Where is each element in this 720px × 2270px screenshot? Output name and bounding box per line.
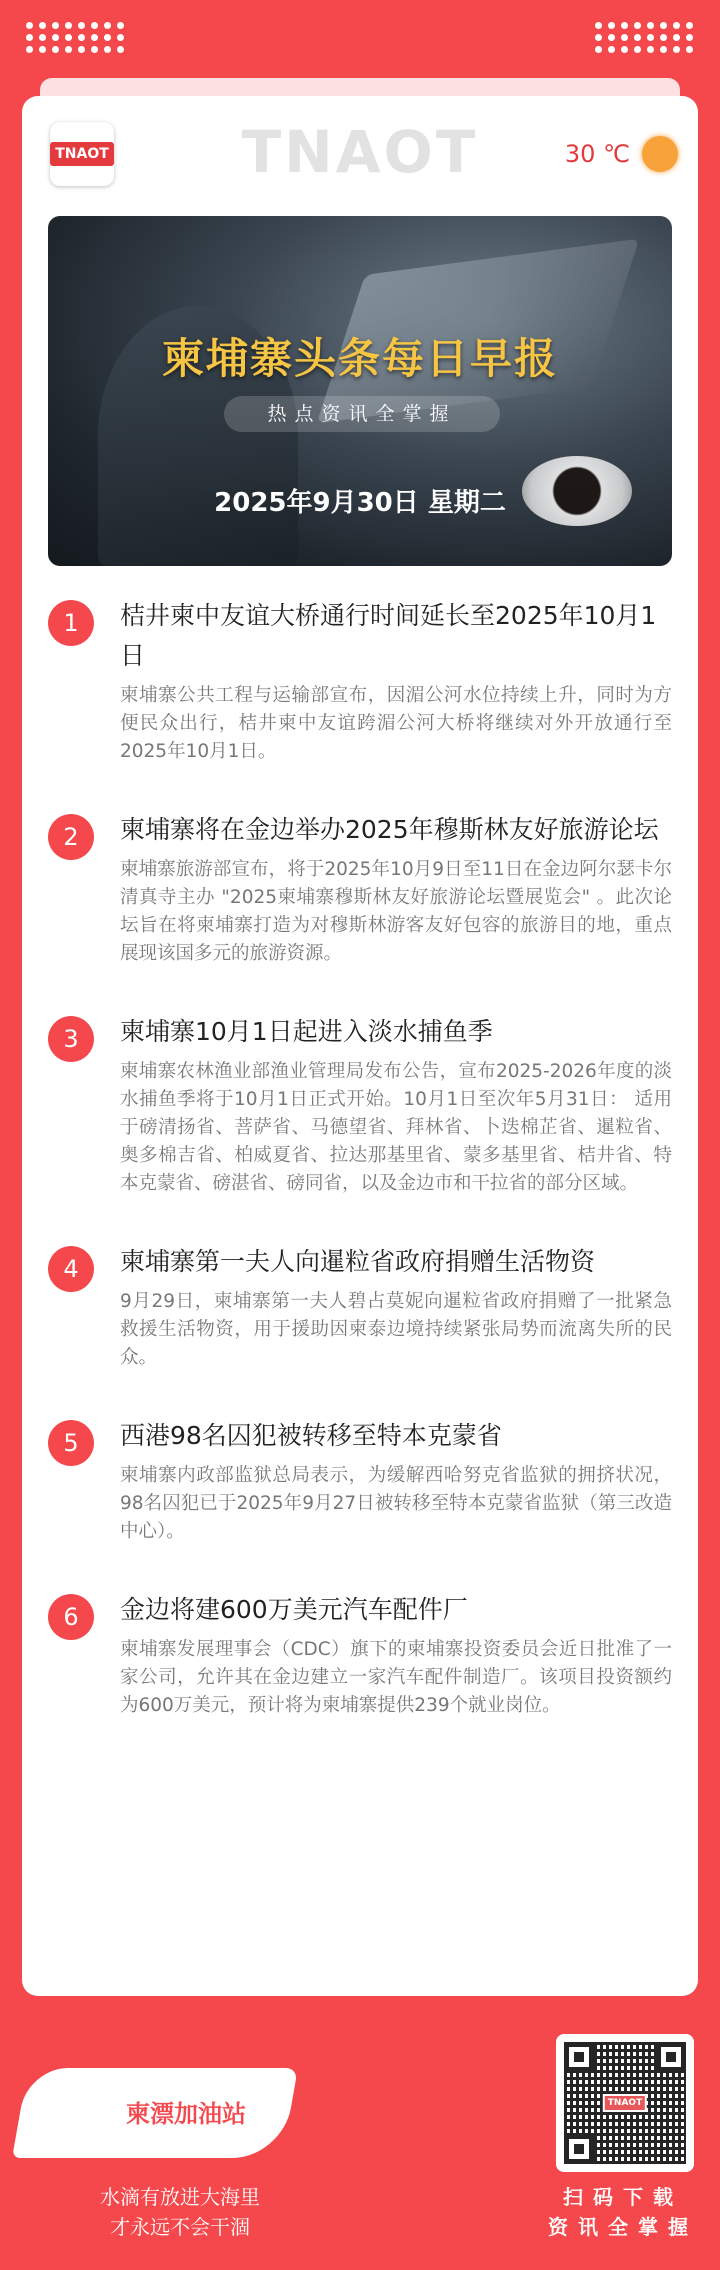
dot — [65, 22, 72, 29]
dot — [608, 22, 615, 29]
dot — [104, 46, 111, 53]
news-body: 柬埔寨农林渔业部渔业管理局发布公告，宣布2025-2026年度的淡水捕鱼季将于10月1日正式开始。10月1日至次年5月31日： 适用于磅清扬省、菩萨省、马德望省、拜林省、卜迭棉芷省、暹粒省、奥多棉吉省、柏威夏省、拉达那基里省、蒙多基里省、桔井省、特本克蒙省、磅湛省、磅同省，以及金边市和干拉省的部分区域。 — [120, 1061, 672, 1194]
scan-line-1: 扫码下载 — [563, 2185, 683, 2209]
dot — [39, 22, 46, 29]
dot — [660, 46, 667, 53]
qr-code-pattern — [564, 2042, 686, 2164]
scan-caption — [548, 2182, 698, 2242]
dot — [621, 22, 628, 29]
hero-banner — [48, 216, 672, 566]
dot — [104, 22, 111, 29]
dot — [647, 22, 654, 29]
qr-logo-text: TNAOT — [605, 2096, 645, 2110]
slogan-line-1: 水滴有放进大海里 — [100, 2185, 260, 2209]
qr-finder-top-left — [564, 2042, 594, 2072]
dot — [39, 46, 46, 53]
news-body: 柬埔寨发展理事会（CDC）旗下的柬埔寨投资委员会近日批准了一家公司，允许其在金边建立一家汽车配件制造厂。该项目投资额约为600万美元，预计将为柬埔寨提供239个就业岗位。 — [120, 1639, 672, 1716]
dot — [608, 34, 615, 41]
dot — [660, 34, 667, 41]
qr-finder-bottom-left — [564, 2134, 594, 2164]
dot — [91, 46, 98, 53]
news-item[interactable] — [48, 810, 672, 968]
dot — [39, 34, 46, 41]
slogan — [60, 2182, 300, 2242]
dot — [52, 22, 59, 29]
decorative-dots-right — [595, 22, 694, 53]
dot — [686, 34, 693, 41]
logo-badge: TNAOT — [50, 142, 114, 166]
dot — [647, 46, 654, 53]
news-body: 9月29日，柬埔寨第一夫人碧占莫妮向暹粒省政府捐赠了一批紧急救援生活物资，用于援助因柬泰边境持续紧张局势而流离失所的民众。 — [120, 1291, 672, 1368]
dot — [26, 22, 33, 29]
dot — [117, 22, 124, 29]
news-number-badge: 1 — [48, 600, 94, 646]
dot — [673, 22, 680, 29]
dot — [65, 34, 72, 41]
temperature: 30 ℃ — [564, 140, 630, 168]
slogan-line-2: 才永远不会干涸 — [110, 2215, 250, 2239]
station-label: 柬漂加油站 — [126, 2100, 246, 2128]
dot — [608, 46, 615, 53]
dot — [634, 46, 641, 53]
dot — [634, 22, 641, 29]
dot — [78, 34, 85, 41]
hero-date: 2025年9月30日 星期二 — [214, 488, 506, 518]
news-body: 柬埔寨旅游部宣布，将于2025年10月9日至11日在金边阿尔瑟卡尔清真寺主办 "2025柬埔寨穆斯林友好旅游论坛暨展览会" 。此次论坛旨在将柬埔寨打造为对穆斯林游客友好包容的旅游目的地，重点展现该国多元的旅游资源。 — [120, 859, 672, 964]
news-item[interactable] — [48, 596, 672, 766]
sun-icon — [642, 136, 678, 172]
news-title[interactable]: 西港98名囚犯被转移至特本克蒙省 — [120, 1421, 502, 1450]
news-title[interactable]: 柬埔寨10月1日起进入淡水捕鱼季 — [120, 1017, 493, 1046]
dot — [26, 34, 33, 41]
news-body: 柬埔寨公共工程与运输部宣布，因湄公河水位持续上升，同时为方便民众出行，桔井柬中友谊跨湄公河大桥将继续对外开放通行至2025年10月1日。 — [120, 685, 672, 762]
dot — [595, 46, 602, 53]
dot — [647, 34, 654, 41]
news-number-badge: 4 — [48, 1246, 94, 1292]
dot — [686, 46, 693, 53]
news-number-badge: 2 — [48, 814, 94, 860]
news-number-badge: 5 — [48, 1420, 94, 1466]
dot — [621, 34, 628, 41]
news-item[interactable] — [48, 1242, 672, 1372]
main-card — [22, 96, 698, 1996]
news-item[interactable] — [48, 1590, 672, 1720]
news-body: 柬埔寨内政部监狱总局表示，为缓解西哈努克省监狱的拥挤状况，98名囚犯已于2025年9月27日被转移至特本克蒙省监狱（第三改造中心）。 — [120, 1465, 672, 1542]
dot — [595, 34, 602, 41]
news-number-badge: 3 — [48, 1016, 94, 1062]
dot — [686, 22, 693, 29]
dot — [634, 34, 641, 41]
news-title[interactable]: 金边将建600万美元汽车配件厂 — [120, 1595, 468, 1624]
hero-subtitle: 热点资讯全掌握 — [224, 396, 500, 432]
dot — [78, 22, 85, 29]
scan-line-2: 资讯全掌握 — [548, 2215, 698, 2239]
brand-title: TNAOT — [241, 118, 479, 186]
qr-logo — [603, 2094, 647, 2112]
qr-finder-top-right — [656, 2042, 686, 2072]
dot — [117, 34, 124, 41]
dot — [673, 46, 680, 53]
decorative-dots-left — [26, 22, 125, 53]
news-title[interactable]: 柬埔寨将在金边举办2025年穆斯林友好旅游论坛 — [120, 815, 659, 844]
dot — [117, 46, 124, 53]
news-item[interactable] — [48, 1416, 672, 1546]
news-item[interactable] — [48, 1012, 672, 1198]
qr-code[interactable] — [556, 2034, 694, 2172]
news-title[interactable]: 柬埔寨第一夫人向暹粒省政府捐赠生活物资 — [120, 1247, 596, 1276]
dot — [660, 22, 667, 29]
news-number-badge: 6 — [48, 1594, 94, 1640]
dot — [26, 46, 33, 53]
dot — [65, 46, 72, 53]
dot — [52, 34, 59, 41]
dot — [78, 46, 85, 53]
top-bar — [22, 96, 698, 206]
dot — [91, 34, 98, 41]
dot — [91, 22, 98, 29]
hero-title: 柬埔寨头条每日早报 — [161, 334, 558, 383]
news-title[interactable]: 桔井柬中友谊大桥通行时间延长至2025年10月1日 — [120, 601, 657, 670]
dot — [595, 22, 602, 29]
dot — [673, 34, 680, 41]
dot — [104, 34, 111, 41]
news-list — [48, 596, 672, 1764]
dot — [52, 46, 59, 53]
dot — [621, 46, 628, 53]
